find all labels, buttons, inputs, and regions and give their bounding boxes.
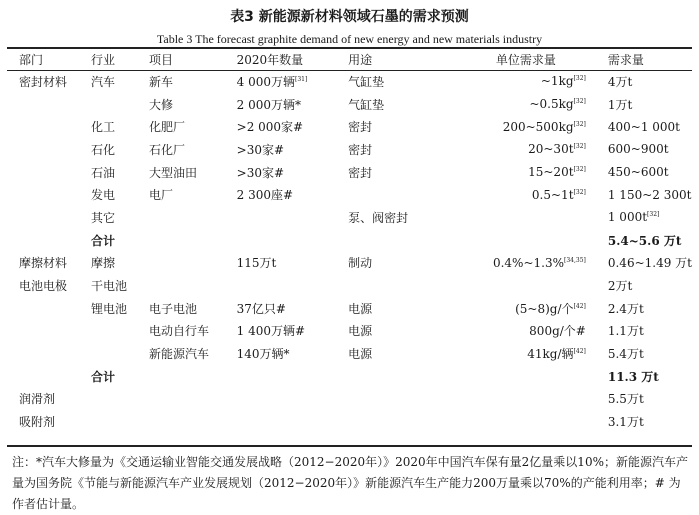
citation-ref: [34,35] <box>564 256 586 264</box>
cell-item <box>149 274 237 297</box>
cell-use-text: 电源 <box>348 347 373 362</box>
table-row <box>7 70 692 93</box>
cell-item <box>149 320 237 343</box>
citation-ref: [32] <box>647 211 660 219</box>
header-use: 用途 <box>348 53 373 67</box>
cell-demand-text: 4万t <box>607 74 633 89</box>
citation-ref: [32] <box>573 98 586 106</box>
cell-unit-demand-text: 200~500kg <box>502 119 574 134</box>
cell-demand-text: 3.1万t <box>607 415 644 430</box>
cell-demand <box>596 410 692 433</box>
bottom-rule <box>7 445 692 447</box>
table-row <box>7 410 692 433</box>
cell-unit-demand <box>456 93 596 116</box>
citation-ref: [32] <box>573 166 586 174</box>
cell-sector-text: 摩擦材料 <box>19 256 68 271</box>
cell-quantity-text: 2 000万辆* <box>236 97 301 112</box>
citation-ref: [32] <box>573 120 586 128</box>
cell-use <box>348 93 456 116</box>
cell-quantity-text: >2 000家# <box>236 120 304 135</box>
cell-sector <box>7 115 91 138</box>
cell-industry <box>91 320 149 343</box>
cell-unit-demand <box>456 388 596 411</box>
cell-use <box>348 115 456 138</box>
table-row <box>7 229 692 252</box>
cell-unit-demand <box>456 342 596 365</box>
table-title-cn: 表3 新能源新材料领域石墨的需求预测 <box>230 9 469 25</box>
cell-unit-demand <box>456 183 596 206</box>
cell-unit-demand-text: 41kg/辆 <box>527 347 574 362</box>
cell-quantity-text: 2 300座# <box>236 188 294 203</box>
cell-quantity <box>237 252 348 275</box>
cell-industry-text: 石化 <box>90 142 115 157</box>
table-row <box>7 274 692 297</box>
header-unit-demand: 单位需求量 <box>495 53 556 67</box>
header-demand: 需求量 <box>607 53 644 67</box>
table-row <box>7 115 692 138</box>
cell-sector <box>7 410 91 433</box>
cell-unit-demand <box>456 252 596 275</box>
table-row <box>7 342 692 365</box>
cell-industry <box>91 93 149 116</box>
cell-use <box>348 206 456 229</box>
table-row <box>7 252 692 275</box>
cell-use-text: 制动 <box>348 256 373 271</box>
cell-industry-text: 摩擦 <box>90 256 115 271</box>
cell-industry <box>91 229 149 252</box>
cell-industry <box>91 410 149 433</box>
cell-sector-text: 电池电极 <box>19 279 68 294</box>
cell-demand-text: 1 000t <box>607 210 648 225</box>
citation-ref: [31] <box>295 75 308 83</box>
header-quantity: 2020年数量 <box>236 53 304 67</box>
cell-quantity <box>237 320 348 343</box>
cell-industry <box>91 252 149 275</box>
cell-quantity-text: 140万辆* <box>236 347 290 362</box>
cell-demand <box>596 229 692 252</box>
cell-industry <box>91 274 149 297</box>
cell-demand-text: 5.5万t <box>607 392 644 407</box>
cell-unit-demand-text: 800g/个# <box>529 324 586 339</box>
cell-demand-text: 2万t <box>607 279 633 294</box>
cell-unit-demand <box>456 161 596 184</box>
cell-sector <box>7 138 91 161</box>
cell-unit-demand-text: (5~8)g/个 <box>515 301 574 316</box>
graphite-demand-table <box>7 49 692 433</box>
cell-unit-demand-text: 15~20t <box>528 165 574 180</box>
cell-industry-text: 石油 <box>90 165 115 180</box>
cell-demand <box>596 297 692 320</box>
cell-use <box>348 274 456 297</box>
cell-item <box>149 183 237 206</box>
cell-quantity-text: >30家# <box>236 142 285 157</box>
cell-demand-text: 5.4~5.6 万t <box>607 233 682 248</box>
cell-use <box>348 252 456 275</box>
cell-industry <box>91 183 149 206</box>
cell-use <box>348 297 456 320</box>
cell-item <box>149 93 237 116</box>
cell-industry <box>91 388 149 411</box>
cell-item <box>149 70 237 93</box>
cell-demand-text: 2.4万t <box>607 301 644 316</box>
cell-use <box>348 229 456 252</box>
cell-sector-text: 密封材料 <box>19 74 68 89</box>
header-industry: 行业 <box>90 53 115 67</box>
cell-demand <box>596 320 692 343</box>
cell-quantity <box>237 183 348 206</box>
table-header-row <box>7 49 692 70</box>
cell-item <box>149 388 237 411</box>
cell-sector <box>7 161 91 184</box>
cell-industry-text: 干电池 <box>90 279 127 294</box>
cell-sector-text: 润滑剂 <box>19 392 56 407</box>
cell-demand <box>596 252 692 275</box>
cell-sector <box>7 342 91 365</box>
cell-quantity <box>237 70 348 93</box>
cell-industry-text: 化工 <box>90 120 115 135</box>
table-row <box>7 206 692 229</box>
cell-unit-demand-text: ~1kg <box>540 74 574 89</box>
cell-unit-demand-text: ~0.5kg <box>529 97 574 112</box>
table-row <box>7 161 692 184</box>
cell-item-text: 电子电池 <box>149 301 198 316</box>
cell-item-text: 新车 <box>149 74 174 89</box>
cell-item <box>149 138 237 161</box>
cell-item-text: 石化厂 <box>149 142 186 157</box>
cell-industry <box>91 138 149 161</box>
cell-unit-demand <box>456 410 596 433</box>
cell-item <box>149 161 237 184</box>
table-title-en: Table 3 The forecast graphite demand of new energy and new materials industry <box>156 32 543 46</box>
cell-unit-demand <box>456 274 596 297</box>
cell-quantity <box>237 229 348 252</box>
cell-sector <box>7 183 91 206</box>
cell-industry <box>91 342 149 365</box>
cell-item <box>149 115 237 138</box>
cell-quantity <box>237 388 348 411</box>
cell-demand-text: 11.3 万t <box>607 369 659 384</box>
cell-item-text: 化肥厂 <box>149 120 186 135</box>
cell-use <box>348 410 456 433</box>
cell-unit-demand <box>456 138 596 161</box>
cell-unit-demand <box>456 70 596 93</box>
cell-item-text: 电动自行车 <box>149 324 210 339</box>
cell-demand <box>596 70 692 93</box>
cell-industry <box>91 206 149 229</box>
cell-use-text: 泵、阀密封 <box>348 210 409 225</box>
cell-industry-text: 其它 <box>90 210 115 225</box>
cell-item-text: 大型油田 <box>149 165 198 180</box>
cell-unit-demand <box>456 365 596 388</box>
cell-quantity <box>237 342 348 365</box>
cell-industry <box>91 161 149 184</box>
cell-use-text: 气缸垫 <box>348 97 385 112</box>
cell-use <box>348 183 456 206</box>
cell-industry <box>91 365 149 388</box>
cell-quantity <box>237 206 348 229</box>
cell-item <box>149 410 237 433</box>
cell-quantity-text: 37亿只# <box>236 301 286 316</box>
cell-item <box>149 342 237 365</box>
cell-use-text: 密封 <box>348 165 373 180</box>
cell-unit-demand <box>456 320 596 343</box>
cell-demand <box>596 206 692 229</box>
cell-sector <box>7 388 91 411</box>
cell-use <box>348 320 456 343</box>
table-row <box>7 138 692 161</box>
cell-sector <box>7 320 91 343</box>
citation-ref: [32] <box>573 188 586 196</box>
cell-demand <box>596 365 692 388</box>
cell-sector <box>7 206 91 229</box>
cell-quantity-text: >30家# <box>236 165 285 180</box>
table-row <box>7 93 692 116</box>
cell-quantity-text: 1 400万辆# <box>236 324 306 339</box>
table-row <box>7 297 692 320</box>
citation-ref: [42] <box>573 302 586 310</box>
cell-quantity-text: 4 000万辆 <box>236 74 295 89</box>
cell-industry <box>91 297 149 320</box>
citation-ref: [32] <box>573 143 586 151</box>
cell-quantity <box>237 410 348 433</box>
cell-unit-demand <box>456 206 596 229</box>
cell-item-text: 电厂 <box>149 188 174 203</box>
cell-demand <box>596 274 692 297</box>
cell-sector <box>7 93 91 116</box>
cell-demand-text: 0.46~1.49 万t <box>607 256 692 271</box>
cell-use-text: 电源 <box>348 301 373 316</box>
citation-ref: [32] <box>573 75 586 83</box>
cell-demand-text: 450~600t <box>607 165 669 180</box>
cell-industry-text: 合计 <box>90 369 115 384</box>
cell-use-text: 密封 <box>348 142 373 157</box>
table-row <box>7 183 692 206</box>
cell-item <box>149 252 237 275</box>
cell-industry-text: 汽车 <box>90 74 115 89</box>
cell-use <box>348 342 456 365</box>
header-sector: 部门 <box>19 53 44 67</box>
cell-use <box>348 365 456 388</box>
cell-quantity <box>237 297 348 320</box>
cell-use-text: 密封 <box>348 120 373 135</box>
table-row <box>7 365 692 388</box>
cell-demand <box>596 183 692 206</box>
cell-demand <box>596 138 692 161</box>
cell-unit-demand <box>456 297 596 320</box>
cell-sector <box>7 297 91 320</box>
cell-demand-text: 1.1万t <box>607 324 644 339</box>
cell-demand <box>596 342 692 365</box>
cell-unit-demand <box>456 229 596 252</box>
cell-sector <box>7 70 91 93</box>
cell-sector <box>7 274 91 297</box>
cell-sector <box>7 229 91 252</box>
cell-use-text: 电源 <box>348 324 373 339</box>
cell-item-text: 大修 <box>149 97 174 112</box>
cell-quantity <box>237 93 348 116</box>
cell-item <box>149 229 237 252</box>
cell-industry <box>91 115 149 138</box>
cell-quantity <box>237 115 348 138</box>
cell-demand-text: 1万t <box>607 97 633 112</box>
cell-use <box>348 161 456 184</box>
cell-demand <box>596 115 692 138</box>
cell-unit-demand <box>456 115 596 138</box>
cell-quantity <box>237 161 348 184</box>
cell-use <box>348 388 456 411</box>
cell-demand-text: 600~900t <box>607 142 669 157</box>
table-row <box>7 320 692 343</box>
table-row <box>7 388 692 411</box>
cell-demand-text: 5.4万t <box>607 347 644 362</box>
cell-quantity-text: 115万t <box>236 256 277 271</box>
cell-demand <box>596 93 692 116</box>
cell-use <box>348 70 456 93</box>
cell-item <box>149 365 237 388</box>
cell-industry-text: 合计 <box>90 233 115 248</box>
cell-sector-text: 吸附剂 <box>19 415 56 430</box>
cell-unit-demand-text: 0.4%~1.3% <box>492 255 564 270</box>
cell-unit-demand-text: 0.5~1t <box>531 187 574 202</box>
cell-industry-text: 发电 <box>90 188 115 203</box>
cell-industry <box>91 70 149 93</box>
cell-quantity <box>237 365 348 388</box>
cell-sector <box>7 365 91 388</box>
cell-sector <box>7 252 91 275</box>
cell-use-text: 气缸垫 <box>348 74 385 89</box>
cell-quantity <box>237 138 348 161</box>
cell-demand-text: 1 150~2 300t <box>607 187 692 202</box>
cell-unit-demand-text: 20~30t <box>528 142 574 157</box>
cell-demand <box>596 388 692 411</box>
cell-item-text: 新能源汽车 <box>149 347 210 362</box>
cell-demand <box>596 161 692 184</box>
cell-quantity <box>237 274 348 297</box>
cell-item <box>149 206 237 229</box>
table-note: 注：*汽车大修量为《交通运输业智能交通发展战略（2012−2020年）》2020年中国汽车保有量2亿量乘以10%；新能源汽车产量为国务院《节能与新能源汽车产业发展规划（2012−2020年）》新能源汽车生产能力200万量乘以70%的产能利用率；# 为作者估计量。 <box>12 455 688 511</box>
citation-ref: [42] <box>573 348 586 356</box>
header-item: 项目 <box>149 53 174 67</box>
cell-item <box>149 297 237 320</box>
cell-use <box>348 138 456 161</box>
cell-industry-text: 锂电池 <box>90 301 127 316</box>
cell-demand-text: 400~1 000t <box>607 119 680 134</box>
